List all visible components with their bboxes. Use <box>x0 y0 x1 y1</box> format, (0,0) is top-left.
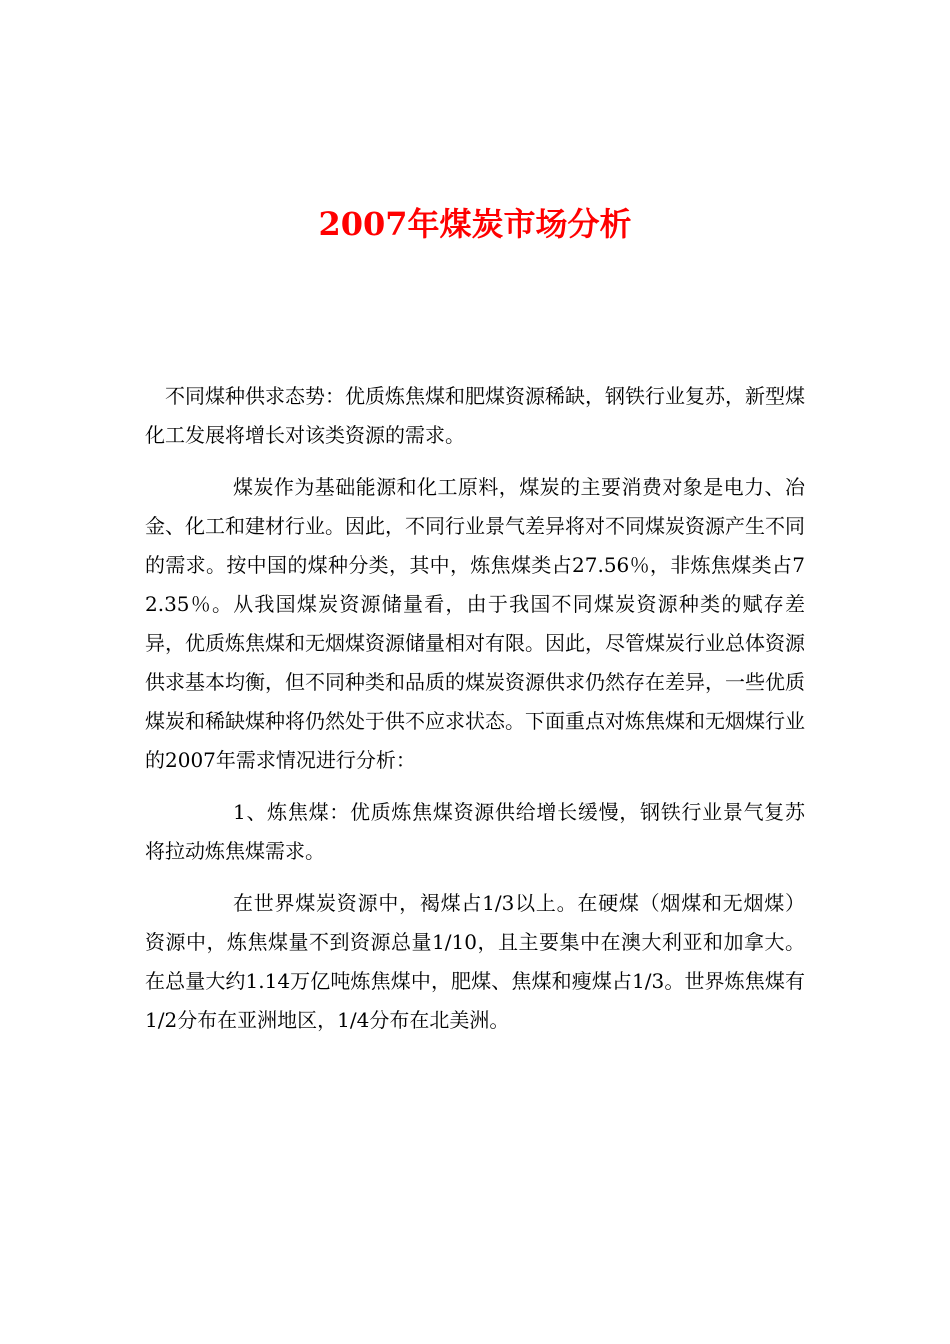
document-body <box>145 377 805 1040</box>
document-title: 2007年煤炭市场分析 <box>318 205 632 243</box>
paragraph-world-resources: 在世界煤炭资源中，褐煤占1/3以上。在硬煤（烟煤和无烟煤）资源中，炼焦煤量不到资源总量1/10，且主要集中在澳大利亚和加拿大。在总量大约1.14万亿吨炼焦煤中，肥煤、焦煤和瘦煤占1/3。世界炼焦煤有1/2分布在亚洲地区，1/4分布在北美洲。 <box>145 891 805 1032</box>
paragraph-coking-coal-heading: 1、炼焦煤：优质炼焦煤资源供给增长缓慢，钢铁行业景气复苏将拉动炼焦煤需求。 <box>145 800 805 863</box>
paragraph-consumption-analysis: 煤炭作为基础能源和化工原料，煤炭的主要消费对象是电力、冶金、化工和建材行业。因此，不同行业景气差异将对不同煤炭资源产生不同的需求。按中国的煤种分类，其中，炼焦煤类占27.56％，非炼焦煤类占72.35％。从我国煤炭资源储量看，由于我国不同煤炭资源种类的赋存差异，优质炼焦煤和无烟煤资源储量相对有限。因此，尽管煤炭行业总体资源供求基本均衡，但不同种类和品质的煤炭资源供求仍然存在差异，一些优质煤炭和稀缺煤种将仍然处于供不应求状态。下面重点对炼焦煤和无烟煤行业的2007年需求情况进行分析： <box>145 475 805 772</box>
paragraph-supply-demand-overview: 不同煤种供求态势：优质炼焦煤和肥煤资源稀缺，钢铁行业复苏，新型煤化工发展将增长对该类资源的需求。 <box>145 384 805 447</box>
